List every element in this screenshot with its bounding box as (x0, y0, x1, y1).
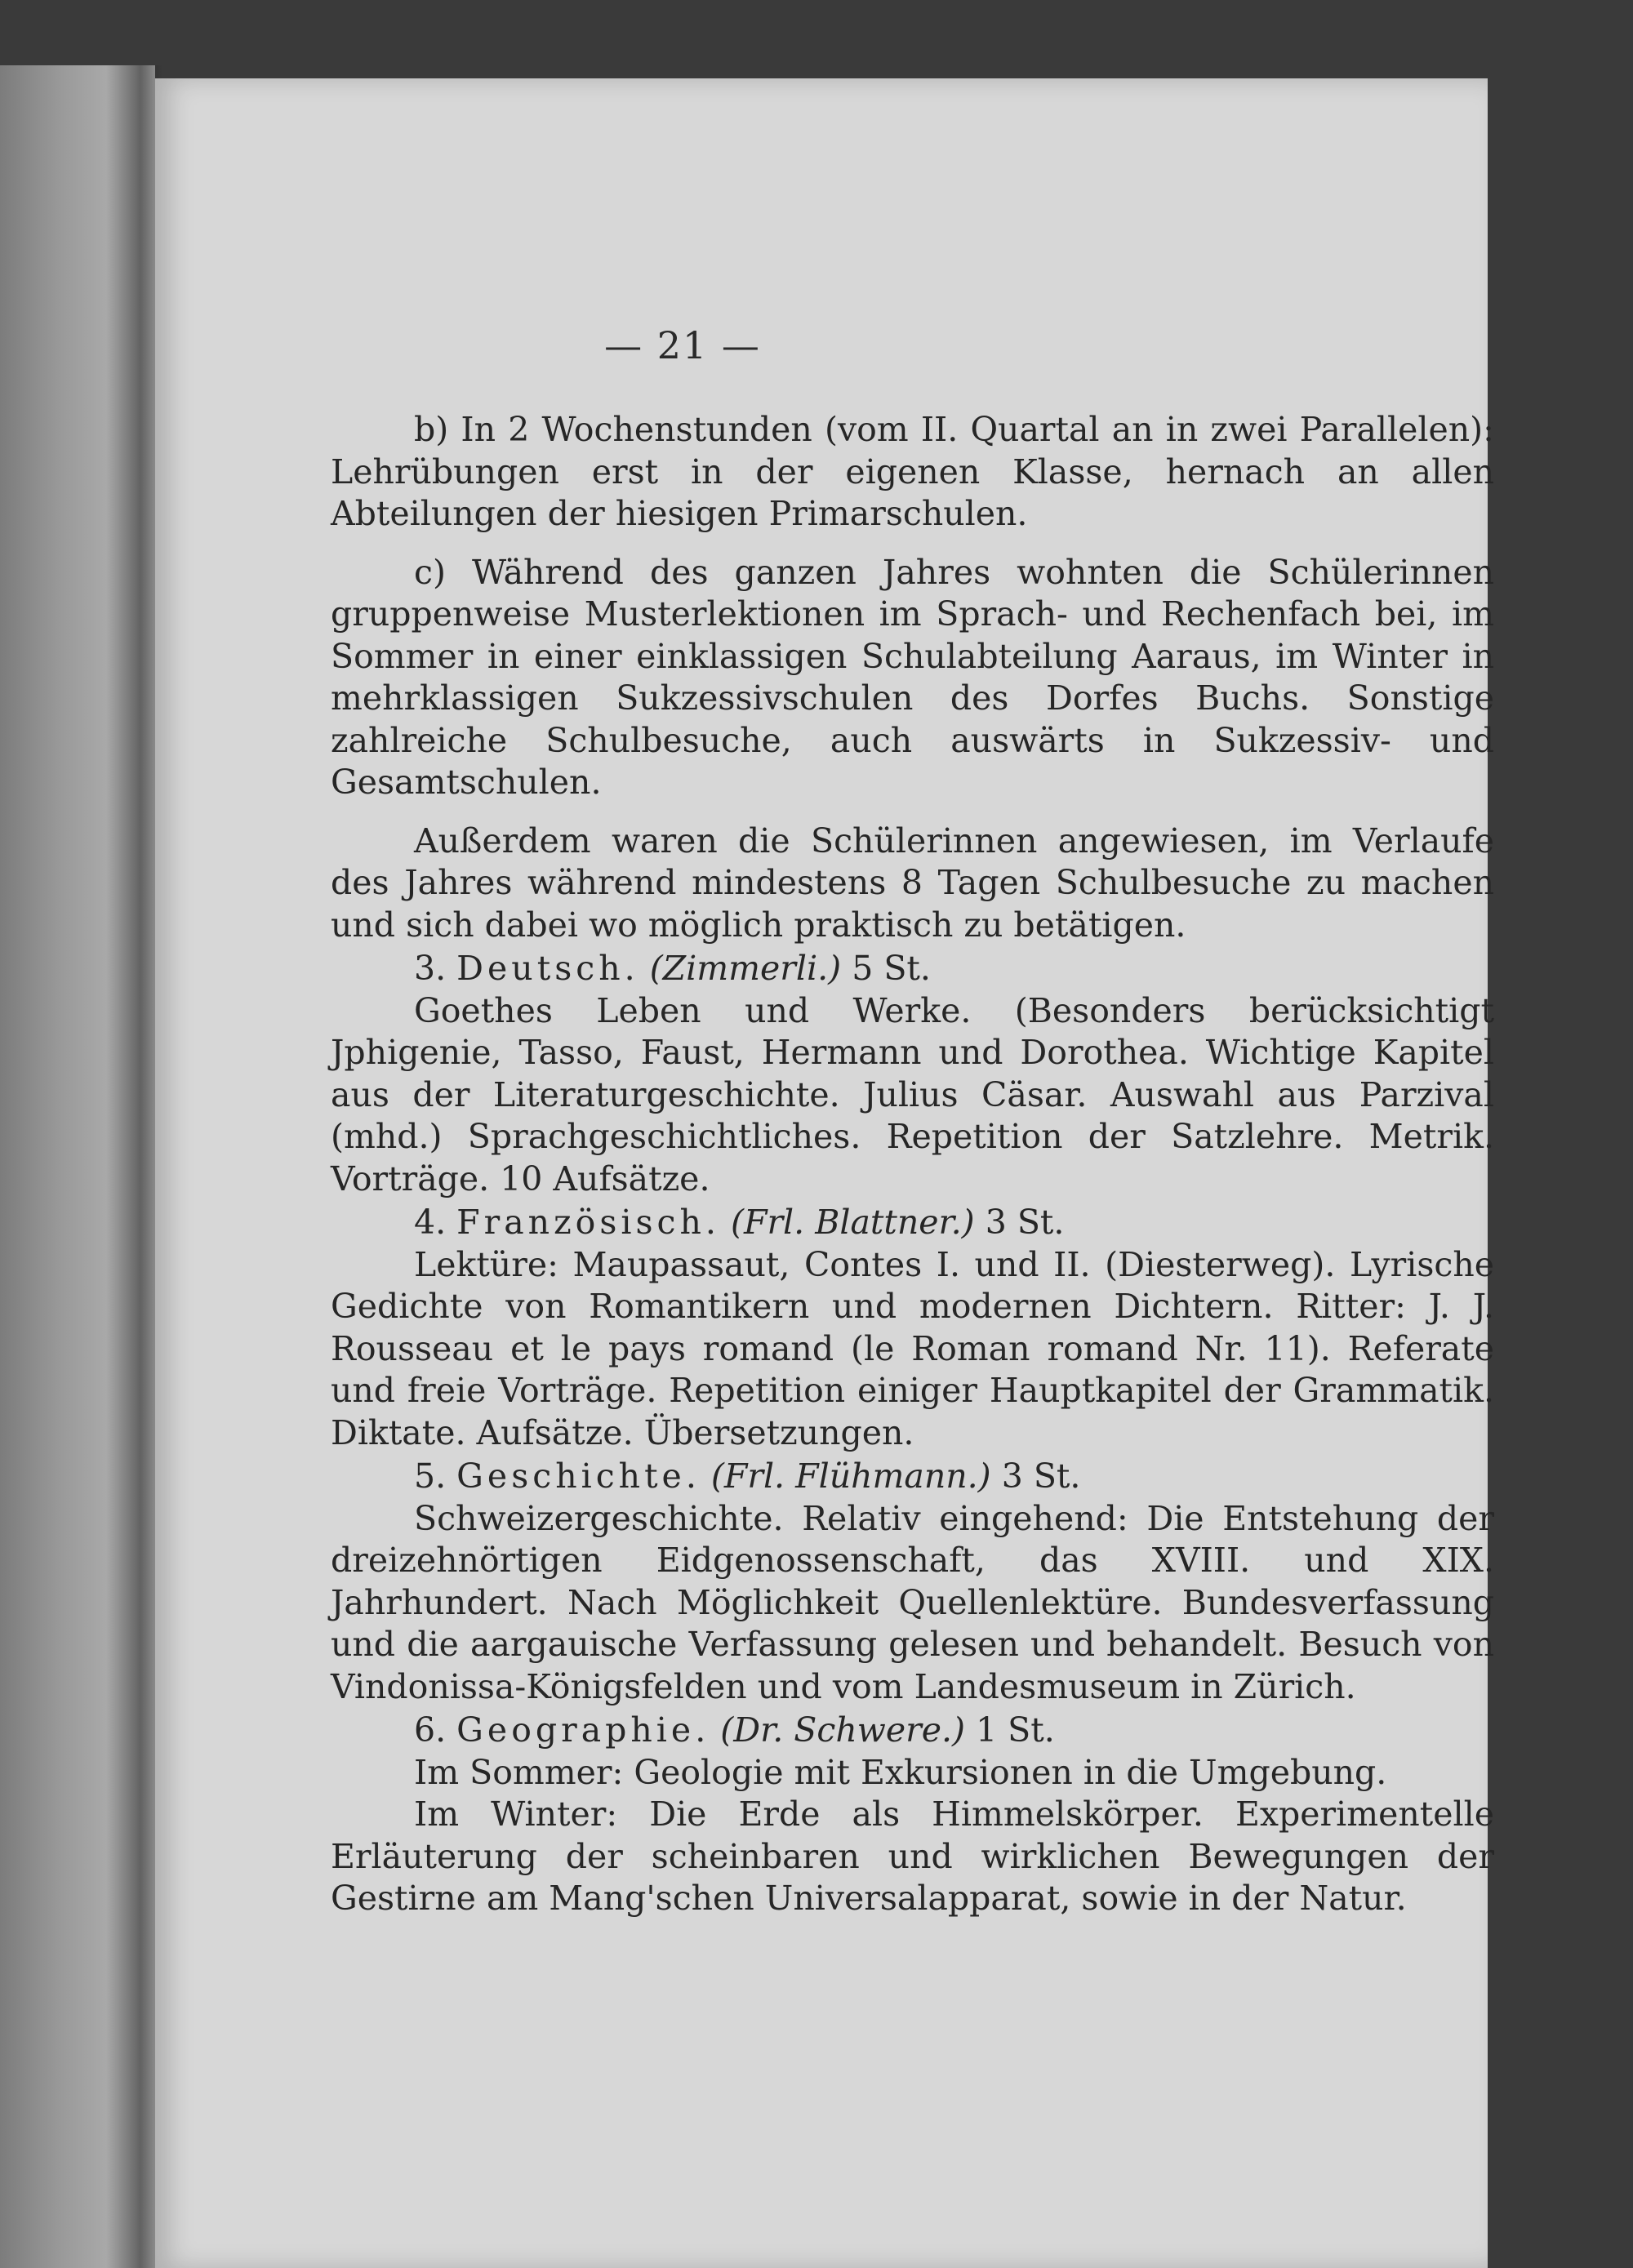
section-hours: 3 St. (1001, 1456, 1081, 1496)
paragraph-b: b) In 2 Wochenstunden (vom II. Quartal an in zwei Parallelen): Lehrübungen erst in der eigenen Klasse, hernach an allen Abteilungen der hiesigen Primarschulen. (331, 410, 1494, 533)
section-subject: Geschichte. (456, 1456, 701, 1496)
section-hours: 5 St. (852, 949, 931, 988)
section-teacher: (Dr. Schwere.) (720, 1710, 966, 1750)
section-number: 3. (414, 949, 447, 988)
section-text-geographie-winter: Im Winter: Die Erde als Himmelskörper. Experimentelle Erläuterung der scheinbaren und wirklichen Bewegungen der Gestirne am Mang'schen Universalapparat, sowie in der Natur. (331, 1794, 1494, 1918)
section-hours: 1 St. (976, 1710, 1055, 1750)
section-number: 6. (414, 1710, 447, 1750)
section-number: 4. (414, 1203, 447, 1242)
section-subject: Französisch. (456, 1203, 720, 1242)
page-body (331, 409, 1494, 1920)
section-teacher: (Zimmerli.) (649, 949, 842, 988)
section-teacher: (Frl. Flühmann.) (710, 1456, 991, 1496)
section-hours: 3 St. (985, 1203, 1065, 1242)
paragraph-ausserdem: Außerdem waren die Schülerinnen angewiesen, im Verlaufe des Jahres während mindestens 8 Tagen Schulbesuche zu machen und sich dabei wo möglich praktisch zu betätigen. (331, 820, 1494, 945)
section-subject: Deutsch. (456, 949, 639, 988)
section-heading-deutsch (331, 948, 1494, 990)
paragraph-c: c) Während des ganzen Jahres wohnten die Schülerinnen gruppenweise Musterlektionen im Sprach- und Rechenfach bei, im Sommer in einer einklassigen Schulabteilung Aaraus, im Winter in mehrklassigen Sukzessivschulen des Dorfes Buchs. Sonstige zahlreiche Schulbesuche, auch auswärts in Sukzessiv- und Gesamtschulen. (331, 552, 1494, 802)
section-text-geschichte: Schweizergeschichte. Relativ eingehend: Die Entstehung der dreizehnörtigen Eidgenossenschaft, das XVIII. und XIX. Jahrhundert. Nach Möglichkeit Quellenlektüre. Bundesverfassung und die aargauische Verfassung gelesen und behandelt. Besuch von Vindonissa-Königsfelden und vom Landesmuseum in Zürich. (331, 1498, 1494, 1706)
section-heading-geschichte (331, 1456, 1494, 1498)
section-text-geographie-summer: Im Sommer: Geologie mit Exkursionen in die Umgebung. (414, 1752, 1387, 1792)
section-teacher: (Frl. Blattner.) (731, 1203, 975, 1242)
section-heading-franzoesisch (331, 1202, 1494, 1244)
book-page (155, 78, 1494, 2268)
section-heading-geographie (331, 1710, 1494, 1752)
section-number: 5. (414, 1456, 447, 1496)
section-subject: Geographie. (456, 1710, 710, 1750)
page-number: — 21 — (604, 323, 761, 367)
section-text-franzoesisch: Lektüre: Maupassaut, Contes I. und II. (Diesterweg). Lyrische Gedichte von Romantikern und modernen Dichtern. Ritter: J. J. Rousseau et le pays romand (le Roman romand Nr. 11). Referate und freie Vorträge. Repetition einiger Hauptkapitel der Grammatik. Diktate. Aufsätze. Übersetzungen. (331, 1244, 1494, 1452)
section-text-deutsch: Goethes Leben und Werke. (Besonders berücksichtigt Jphigenie, Tasso, Faust, Hermann und Dorothea. Wichtige Kapitel aus der Literaturgeschichte. Julius Cäsar. Auswahl aus Parzival (mhd.) Sprachgeschichtliches. Repetition der Satzlehre. Metrik. Vorträge. 10 Aufsätze. (331, 990, 1494, 1198)
